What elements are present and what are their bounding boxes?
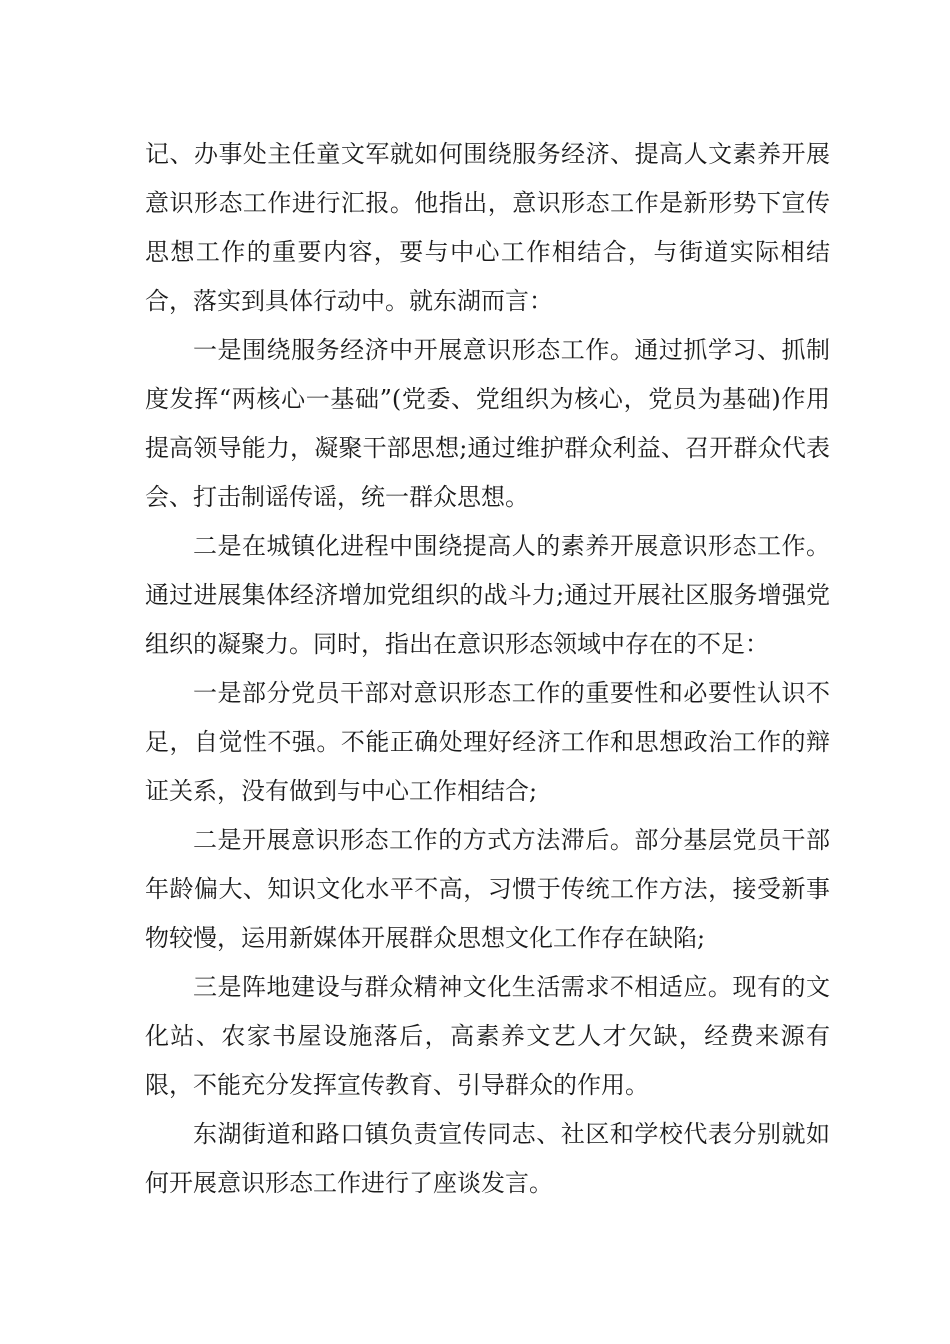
- paragraph-7: 东湖街道和路口镇负责宣传同志、社区和学校代表分别就如何开展意识形态工作进行了座谈发言。: [145, 1120, 830, 1197]
- paragraph-1: 记、办事处主任童文军就如何围绕服务经济、提高人文素养开展意识形态工作进行汇报。他指出，意识形态工作是新形势下宣传思想工作的重要内容，要与中心工作相结合，与街道实际相结合，落实到具体行动中。就东湖而言：: [145, 140, 830, 315]
- document-body: [145, 130, 830, 1208]
- paragraph-4: 一是部分党员干部对意识形态工作的重要性和必要性认识不足，自觉性不强。不能正确处理好经济工作和思想政治工作的辩证关系，没有做到与中心工作相结合;: [145, 679, 830, 805]
- paragraph-3: 二是在城镇化进程中围绕提高人的素养开展意识形态工作。通过进展集体经济增加党组织的战斗力;通过开展社区服务增强党组织的凝聚力。同时，指出在意识形态领域中存在的不足：: [145, 532, 830, 658]
- paragraph-6: 三是阵地建设与群众精神文化生活需求不相适应。现有的文化站、农家书屋设施落后，高素养文艺人才欠缺，经费来源有限，不能充分发挥宣传教育、引导群众的作用。: [145, 973, 830, 1099]
- paragraph-2: 一是围绕服务经济中开展意识形态工作。通过抓学习、抓制度发挥“两核心一基础”(党委、党组织为核心，党员为基础)作用提高领导能力，凝聚干部思想;通过维护群众利益、召开群众代表会、打击制谣传谣，统一群众思想。: [145, 336, 830, 511]
- paragraph-5: 二是开展意识形态工作的方式方法滞后。部分基层党员干部年龄偏大、知识文化水平不高，习惯于传统工作方法，接受新事物较慢，运用新媒体开展群众思想文化工作存在缺陷;: [145, 826, 830, 952]
